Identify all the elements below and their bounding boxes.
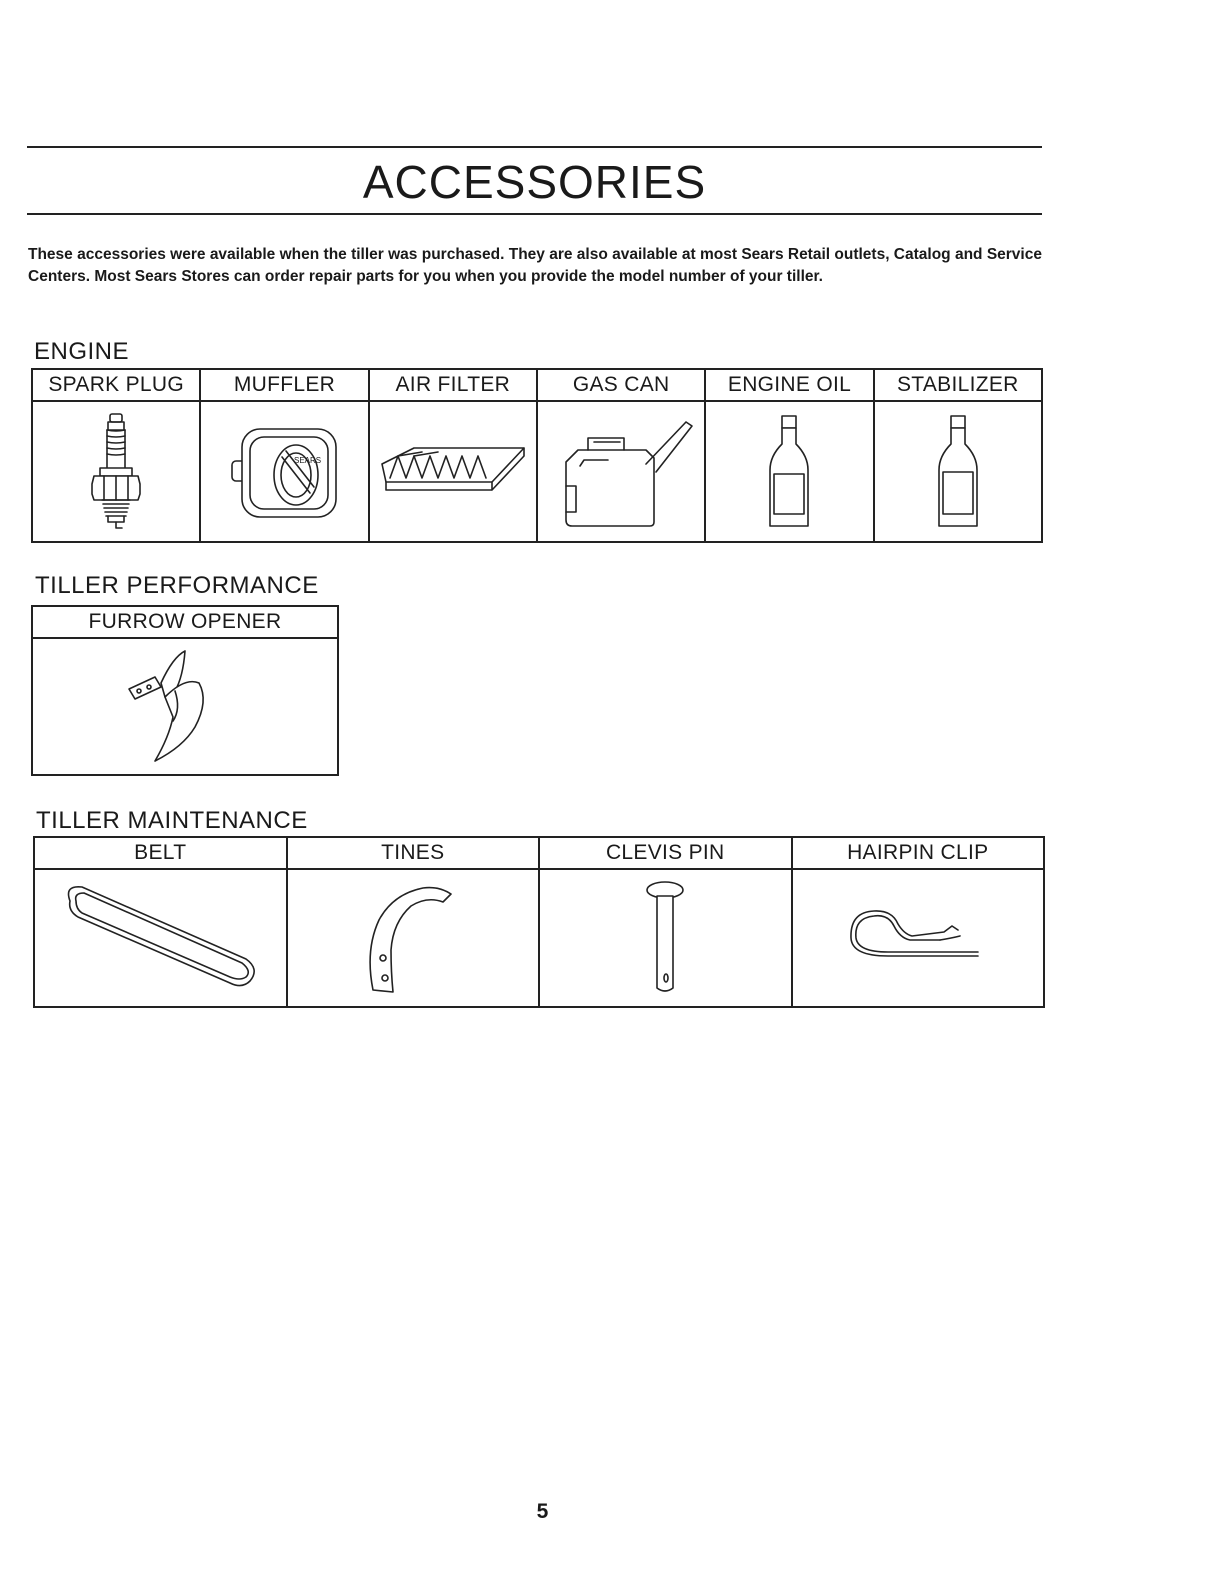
oil-bottle-icon — [764, 414, 814, 530]
accessory-gas-can — [538, 370, 704, 541]
accessory-label: BELT — [35, 838, 286, 870]
accessory-furrow-opener — [33, 607, 337, 774]
accessory-engine-oil — [706, 370, 872, 541]
air-filter-icon — [378, 442, 528, 502]
stabilizer-bottle-icon — [933, 414, 983, 530]
accessory-label: GAS CAN — [538, 370, 704, 402]
accessory-air-filter — [370, 370, 536, 541]
accessory-label: AIR FILTER — [370, 370, 536, 402]
spark-plug-icon — [86, 412, 146, 532]
accessory-spark-plug — [33, 370, 199, 541]
performance-accessories-table — [31, 605, 339, 776]
furrow-opener-icon — [125, 647, 245, 767]
tine-icon — [363, 880, 463, 996]
section-heading-maintenance: TILLER MAINTENANCE — [36, 807, 308, 834]
gas-can-icon — [546, 412, 696, 532]
title-rule-bottom — [27, 213, 1042, 215]
section-heading-engine: ENGINE — [34, 338, 130, 365]
accessory-belt — [35, 838, 286, 1006]
hairpin-clip-icon — [848, 908, 988, 968]
svg-text:SEARS: SEARS — [294, 455, 322, 465]
page-title: ACCESSORIES — [362, 156, 707, 208]
accessory-label: STABILIZER — [875, 370, 1041, 402]
accessory-label: SPARK PLUG — [33, 370, 199, 402]
accessory-label: MUFFLER — [201, 370, 367, 402]
clevis-pin-icon — [640, 880, 690, 996]
accessory-hairpin-clip — [793, 838, 1044, 1006]
intro-paragraph: These accessories were available when the tiller was purchased. They are also available at most Sears Retail outlets, Catalog and Service Centers. Most Sears Stores can order repair parts for you when you provide the model number of your tiller. — [28, 246, 1042, 285]
section-heading-performance: TILLER PERFORMANCE — [35, 572, 319, 599]
accessory-clevis-pin — [540, 838, 791, 1006]
accessory-label: FURROW OPENER — [33, 607, 337, 639]
accessory-muffler — [201, 370, 367, 541]
engine-accessories-table — [31, 368, 1043, 543]
accessory-label: ENGINE OIL — [706, 370, 872, 402]
muffler-icon — [224, 417, 344, 527]
accessory-tines — [288, 838, 539, 1006]
accessory-label: HAIRPIN CLIP — [793, 838, 1044, 870]
accessory-label: CLEVIS PIN — [540, 838, 791, 870]
page-number: 5 — [536, 1500, 549, 1523]
maintenance-accessories-table — [33, 836, 1045, 1008]
accessory-label: TINES — [288, 838, 539, 870]
belt-icon — [60, 883, 260, 993]
accessory-stabilizer — [875, 370, 1041, 541]
title-rule-top — [27, 146, 1042, 148]
